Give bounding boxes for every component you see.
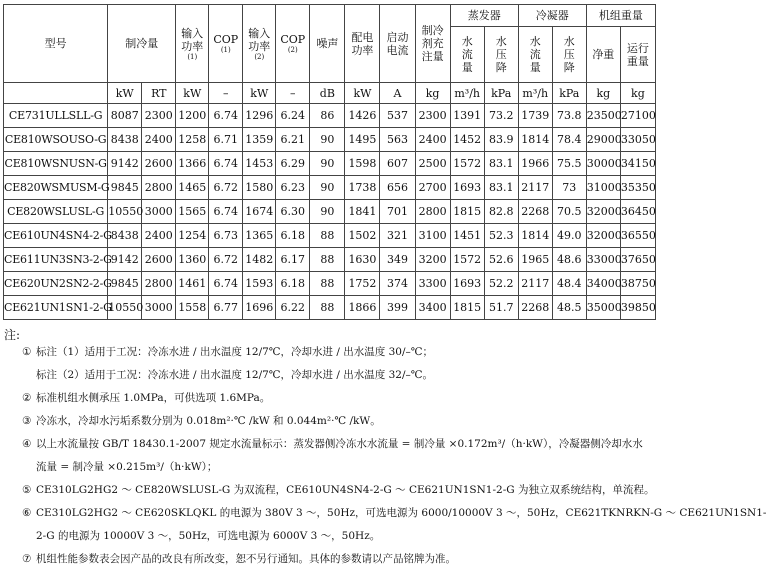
value-cell: 90 xyxy=(310,152,345,176)
value-cell: 49.0 xyxy=(552,224,586,248)
value-cell: 1366 xyxy=(176,152,209,176)
notes-title: 注: xyxy=(4,328,21,342)
value-cell: 83.1 xyxy=(484,176,518,200)
header-capacity: 制冷量 xyxy=(108,5,176,83)
unit-cell: kW xyxy=(176,83,209,104)
header-cond-drop: 水压降 xyxy=(552,27,586,83)
value-cell: 6.24 xyxy=(276,104,310,128)
value-cell: 8438 xyxy=(108,128,142,152)
value-cell: 1693 xyxy=(450,176,484,200)
value-cell: 6.74 xyxy=(209,152,243,176)
value-cell: 1866 xyxy=(345,296,380,320)
value-cell: 83.9 xyxy=(484,128,518,152)
value-cell: 399 xyxy=(380,296,415,320)
value-cell: 2800 xyxy=(415,200,450,224)
value-cell: 1461 xyxy=(176,272,209,296)
note-item xyxy=(4,414,654,428)
unit-cell: kg xyxy=(586,83,620,104)
value-cell: 1565 xyxy=(176,200,209,224)
unit-cell: m³/h xyxy=(450,83,484,104)
value-cell: 3100 xyxy=(415,224,450,248)
value-cell: 52.6 xyxy=(484,248,518,272)
value-cell: 1391 xyxy=(450,104,484,128)
value-cell: 1693 xyxy=(450,272,484,296)
value-cell: 23500 xyxy=(586,104,620,128)
header-evap-flow: 水流量 xyxy=(450,27,484,83)
table-row xyxy=(4,200,656,224)
value-cell: 1254 xyxy=(176,224,209,248)
value-cell: 1572 xyxy=(450,152,484,176)
value-cell: 31000 xyxy=(586,176,620,200)
value-cell: 88 xyxy=(310,296,345,320)
unit-cell: – xyxy=(276,83,310,104)
value-cell: 6.73 xyxy=(209,224,243,248)
note-item xyxy=(4,552,654,566)
value-cell: 2400 xyxy=(142,224,176,248)
model-cell: CE810WSNUSN-G xyxy=(4,152,108,176)
value-cell: 6.29 xyxy=(276,152,310,176)
value-cell: 2117 xyxy=(518,272,552,296)
note-line: CE310LG2HG2 ～ CE620SKLQKL 的电源为 380V 3 ～，50Hz，可选电源为 6000/10000V 3 ～，50Hz，CE621TKNRKN-G ～ CE621UN1SN1- xyxy=(36,507,766,519)
value-cell: 30000 xyxy=(586,152,620,176)
value-cell: 35000 xyxy=(586,296,620,320)
value-cell: 1495 xyxy=(345,128,380,152)
value-cell: 90 xyxy=(310,176,345,200)
value-cell: 10550 xyxy=(108,296,142,320)
unit-cell: kW xyxy=(108,83,142,104)
value-cell: 1453 xyxy=(243,152,276,176)
note-number: ① xyxy=(22,346,32,358)
value-cell: 34150 xyxy=(620,152,655,176)
value-cell: 607 xyxy=(380,152,415,176)
value-cell: 1738 xyxy=(345,176,380,200)
value-cell: 3400 xyxy=(415,296,450,320)
value-cell: 6.71 xyxy=(209,128,243,152)
model-cell: CE610UN4SN4-2-G xyxy=(4,224,108,248)
value-cell: 1674 xyxy=(243,200,276,224)
header-input-power-1: 输入功率 (1) xyxy=(176,5,209,83)
model-cell: CE731ULLSLL-G xyxy=(4,104,108,128)
header-evaporator: 蒸发器 xyxy=(450,5,518,27)
header-cop-2: COP (2) xyxy=(276,5,310,83)
unit-cell: kPa xyxy=(484,83,518,104)
value-cell: 6.23 xyxy=(276,176,310,200)
value-cell: 2800 xyxy=(142,272,176,296)
value-cell: 83.1 xyxy=(484,152,518,176)
value-cell: 8438 xyxy=(108,224,142,248)
value-cell: 563 xyxy=(380,128,415,152)
header-cop-1: COP (1) xyxy=(209,5,243,83)
value-cell: 2800 xyxy=(142,176,176,200)
value-cell: 9142 xyxy=(108,152,142,176)
value-cell: 48.4 xyxy=(552,272,586,296)
value-cell: 36550 xyxy=(620,224,655,248)
table-row xyxy=(4,272,656,296)
value-cell: 3000 xyxy=(142,200,176,224)
value-cell: 34000 xyxy=(586,272,620,296)
value-cell: 32000 xyxy=(586,224,620,248)
value-cell: 29000 xyxy=(586,128,620,152)
value-cell: 27100 xyxy=(620,104,655,128)
model-cell: CE820WSMUSM-G xyxy=(4,176,108,200)
value-cell: 3300 xyxy=(415,272,450,296)
value-cell: 73 xyxy=(552,176,586,200)
unit-row xyxy=(4,83,656,104)
value-cell: 52.3 xyxy=(484,224,518,248)
value-cell: 6.18 xyxy=(276,224,310,248)
value-cell: 1200 xyxy=(176,104,209,128)
model-cell: CE810WSOUSO-G xyxy=(4,128,108,152)
value-cell: 1593 xyxy=(243,272,276,296)
value-cell: 33000 xyxy=(586,248,620,272)
value-cell: 1360 xyxy=(176,248,209,272)
value-cell: 9845 xyxy=(108,272,142,296)
value-cell: 2400 xyxy=(415,128,450,152)
table-row xyxy=(4,248,656,272)
header-condenser: 冷凝器 xyxy=(518,5,586,27)
value-cell: 1841 xyxy=(345,200,380,224)
note-line: CE310LG2HG2 ～ CE820WSLUSL-G 为双流程，CE610UN4SN4-2-G ～ CE621UN1SN1-2-G 为独立双系统结构，单流程。 xyxy=(36,484,655,496)
value-cell: 75.5 xyxy=(552,152,586,176)
value-cell: 48.5 xyxy=(552,296,586,320)
value-cell: 8087 xyxy=(108,104,142,128)
unit-cell: kPa xyxy=(552,83,586,104)
notes-section xyxy=(4,328,766,575)
value-cell: 321 xyxy=(380,224,415,248)
value-cell: 88 xyxy=(310,248,345,272)
note-item xyxy=(4,437,654,474)
value-cell: 2700 xyxy=(415,176,450,200)
value-cell: 2600 xyxy=(142,248,176,272)
note-line: 标注（1）适用于工况：冷冻水进 / 出水温度 12/7℃，冷却水进 / 出水温度 30/–℃； xyxy=(36,346,433,358)
value-cell: 1630 xyxy=(345,248,380,272)
value-cell: 656 xyxy=(380,176,415,200)
value-cell: 1296 xyxy=(243,104,276,128)
value-cell: 3000 xyxy=(142,296,176,320)
value-cell: 1966 xyxy=(518,152,552,176)
value-cell: 6.77 xyxy=(209,296,243,320)
header-net-weight: 净重 xyxy=(586,27,620,83)
value-cell: 1482 xyxy=(243,248,276,272)
value-cell: 1451 xyxy=(450,224,484,248)
unit-cell: dB xyxy=(310,83,345,104)
value-cell: 70.5 xyxy=(552,200,586,224)
value-cell: 9845 xyxy=(108,176,142,200)
unit-cell: – xyxy=(209,83,243,104)
unit-cell: kW xyxy=(243,83,276,104)
value-cell: 6.22 xyxy=(276,296,310,320)
note-line: 冷冻水，冷却水污垢系数分别为 0.018m²·℃ /kW 和 0.044m²·℃ /kW。 xyxy=(36,415,381,427)
value-cell: 537 xyxy=(380,104,415,128)
note-number: ⑤ xyxy=(22,484,32,496)
header-refrigerant: 制冷剂充注量 xyxy=(415,5,450,83)
value-cell: 39850 xyxy=(620,296,655,320)
table-row xyxy=(4,128,656,152)
value-cell: 2300 xyxy=(415,104,450,128)
value-cell: 1815 xyxy=(450,296,484,320)
table-row xyxy=(4,296,656,320)
value-cell: 82.8 xyxy=(484,200,518,224)
header-model: 型号 xyxy=(4,5,108,83)
note-number: ⑦ xyxy=(22,553,32,565)
value-cell: 6.74 xyxy=(209,272,243,296)
value-cell: 1696 xyxy=(243,296,276,320)
value-cell: 37650 xyxy=(620,248,655,272)
value-cell: 374 xyxy=(380,272,415,296)
note-line: 以上水流量按 GB/T 18430.1-2007 规定水流量标示：蒸发器侧冷冻水水流量 = 制冷量 ×0.172m³/（h·kW），冷凝器侧冷却水水 xyxy=(36,438,643,450)
note-item xyxy=(4,483,654,497)
value-cell: 36450 xyxy=(620,200,655,224)
value-cell: 3200 xyxy=(415,248,450,272)
value-cell: 6.30 xyxy=(276,200,310,224)
value-cell: 73.8 xyxy=(552,104,586,128)
header-weight: 机组重量 xyxy=(586,5,655,27)
value-cell: 1452 xyxy=(450,128,484,152)
header-input-power-2: 输入功率 (2) xyxy=(243,5,276,83)
value-cell: 1814 xyxy=(518,128,552,152)
unit-cell-model xyxy=(4,83,108,104)
value-cell: 2600 xyxy=(142,152,176,176)
value-cell: 1359 xyxy=(243,128,276,152)
note-line: 流量 = 制冷量 ×0.215m³/（h·kW）； xyxy=(36,461,218,473)
value-cell: 1572 xyxy=(450,248,484,272)
value-cell: 32000 xyxy=(586,200,620,224)
value-cell: 1598 xyxy=(345,152,380,176)
value-cell: 6.21 xyxy=(276,128,310,152)
value-cell: 6.74 xyxy=(209,200,243,224)
unit-cell: kW xyxy=(345,83,380,104)
value-cell: 2400 xyxy=(142,128,176,152)
note-number: ③ xyxy=(22,415,32,427)
value-cell: 86 xyxy=(310,104,345,128)
value-cell: 88 xyxy=(310,224,345,248)
unit-cell: m³/h xyxy=(518,83,552,104)
model-cell: CE820WSLUSL-G xyxy=(4,200,108,224)
value-cell: 51.7 xyxy=(484,296,518,320)
value-cell: 10550 xyxy=(108,200,142,224)
value-cell: 701 xyxy=(380,200,415,224)
value-cell: 73.2 xyxy=(484,104,518,128)
value-cell: 2500 xyxy=(415,152,450,176)
value-cell: 90 xyxy=(310,128,345,152)
note-item xyxy=(4,506,766,543)
notes-list xyxy=(4,345,766,566)
value-cell: 1365 xyxy=(243,224,276,248)
note-line: 标准机组水侧承压 1.0MPa，可供选项 1.6MPa。 xyxy=(36,392,271,404)
value-cell: 6.72 xyxy=(209,248,243,272)
value-cell: 6.18 xyxy=(276,272,310,296)
value-cell: 1558 xyxy=(176,296,209,320)
value-cell: 1752 xyxy=(345,272,380,296)
value-cell: 35350 xyxy=(620,176,655,200)
unit-cell: RT xyxy=(142,83,176,104)
value-cell: 6.17 xyxy=(276,248,310,272)
header-evap-drop: 水压降 xyxy=(484,27,518,83)
note-line: 机组性能参数表会因产品的改良有所改变，恕不另行通知。具体的参数请以产品铭牌为准。 xyxy=(36,553,456,565)
value-cell: 2300 xyxy=(142,104,176,128)
unit-cell: kg xyxy=(415,83,450,104)
value-cell: 52.2 xyxy=(484,272,518,296)
model-cell: CE611UN3SN3-2-G xyxy=(4,248,108,272)
value-cell: 2117 xyxy=(518,176,552,200)
header-run-weight: 运行重量 xyxy=(620,27,655,83)
unit-cell: A xyxy=(380,83,415,104)
note-item xyxy=(4,345,654,382)
value-cell: 1580 xyxy=(243,176,276,200)
table-row xyxy=(4,104,656,128)
table-body xyxy=(4,104,656,320)
header-cond-flow: 水流量 xyxy=(518,27,552,83)
value-cell: 1502 xyxy=(345,224,380,248)
value-cell: 2268 xyxy=(518,200,552,224)
value-cell: 2268 xyxy=(518,296,552,320)
unit-cell: kg xyxy=(620,83,655,104)
header-start-current: 启动电流 xyxy=(380,5,415,83)
value-cell: 1258 xyxy=(176,128,209,152)
note-line: 标注（2）适用于工况：冷冻水进 / 出水温度 12/7℃，冷却水进 / 出水温度 32/–℃。 xyxy=(36,369,433,381)
header-noise: 噪声 xyxy=(310,5,345,83)
value-cell: 38750 xyxy=(620,272,655,296)
value-cell: 6.74 xyxy=(209,104,243,128)
table-row xyxy=(4,152,656,176)
note-number: ② xyxy=(22,392,32,404)
spec-table xyxy=(3,4,656,320)
value-cell: 88 xyxy=(310,272,345,296)
value-cell: 6.72 xyxy=(209,176,243,200)
table-row xyxy=(4,224,656,248)
note-number: ④ xyxy=(22,438,32,450)
value-cell: 48.6 xyxy=(552,248,586,272)
note-item xyxy=(4,391,654,405)
note-line: 2-G 的电源为 10000V 3 ～，50Hz，可选电源为 6000V 3 ～，50Hz。 xyxy=(36,530,381,542)
value-cell: 1426 xyxy=(345,104,380,128)
model-cell: CE620UN2SN2-2-G xyxy=(4,272,108,296)
value-cell: 78.4 xyxy=(552,128,586,152)
value-cell: 1965 xyxy=(518,248,552,272)
value-cell: 349 xyxy=(380,248,415,272)
table-row xyxy=(4,176,656,200)
value-cell: 1739 xyxy=(518,104,552,128)
value-cell: 1814 xyxy=(518,224,552,248)
value-cell: 1815 xyxy=(450,200,484,224)
model-cell: CE621UN1SN1-2-G xyxy=(4,296,108,320)
header-power-dist: 配电功率 xyxy=(345,5,380,83)
value-cell: 9142 xyxy=(108,248,142,272)
value-cell: 90 xyxy=(310,200,345,224)
value-cell: 33050 xyxy=(620,128,655,152)
value-cell: 1465 xyxy=(176,176,209,200)
note-number: ⑥ xyxy=(22,507,32,519)
